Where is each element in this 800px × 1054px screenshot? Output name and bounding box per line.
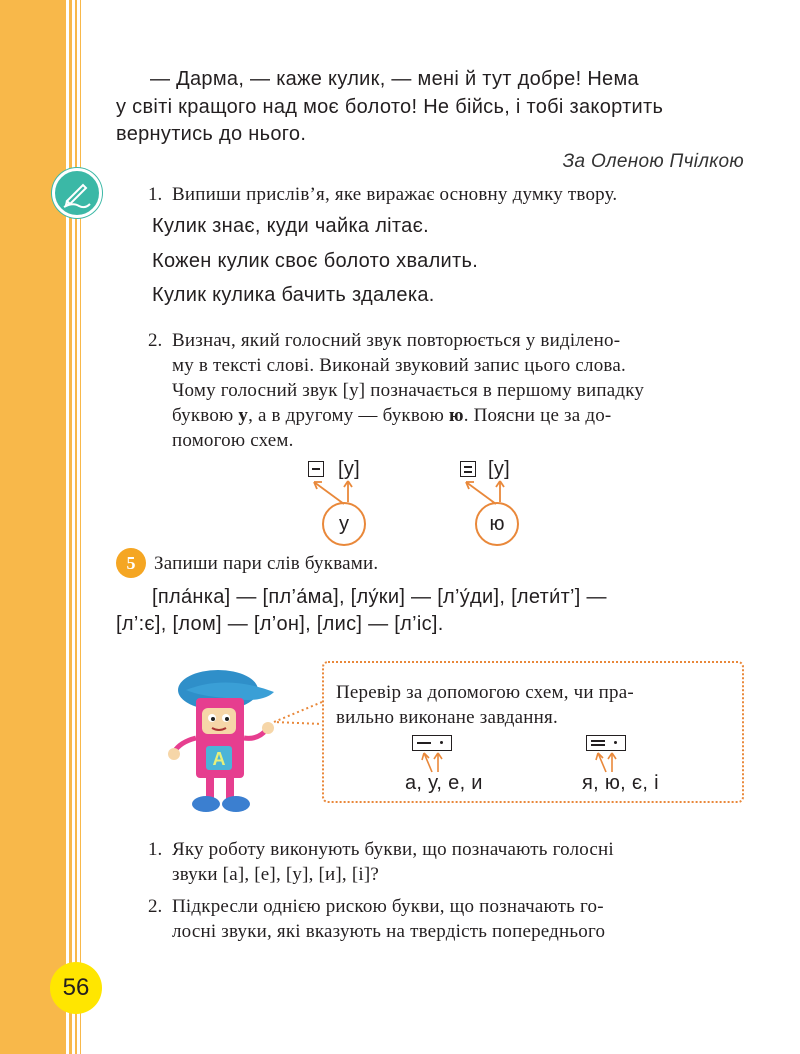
question-text: лосні звуки, які вказують на твердість попереднього bbox=[172, 921, 606, 942]
soft-vowel-letters: я, ю, є, і bbox=[582, 772, 659, 794]
story-author: За Оленою Пчілкою bbox=[562, 151, 744, 172]
task-text: Чому голосний звук [у] позначається в першому випадку bbox=[172, 380, 645, 401]
story-line: — Дарма, — каже кулик, — мені й тут добре! Нема bbox=[150, 68, 639, 90]
vowel-letter-circle: у bbox=[322, 502, 366, 546]
page-number: 56 bbox=[50, 962, 102, 1014]
hard-scheme-box bbox=[412, 735, 452, 751]
proverb: Кулик знає, куди чайка літає. bbox=[152, 215, 429, 237]
task-text: Випиши прислів’я, яке виражає основну думку твору. bbox=[172, 184, 618, 205]
transcription-line: [л’:є], [лом] — [л’он], [лис] — [л’іс]. bbox=[116, 613, 444, 635]
callout-arrows bbox=[410, 750, 640, 774]
scheme-sound: [у] bbox=[338, 458, 361, 480]
exercise-instruction: Запиши пари слів буквами. bbox=[154, 553, 379, 574]
task-number: 1. bbox=[148, 184, 163, 205]
question-text: звуки [а], [е], [у], [и], [і]? bbox=[172, 864, 379, 885]
margin-band bbox=[0, 0, 66, 1054]
hard-consonant-scheme bbox=[308, 461, 324, 477]
task-text: помогою схем. bbox=[172, 430, 294, 451]
question-number: 2. bbox=[148, 896, 163, 917]
soft-consonant-scheme bbox=[460, 461, 476, 477]
svg-text:A: A bbox=[212, 749, 226, 769]
proverb: Кулик кулика бачить здалека. bbox=[152, 284, 435, 306]
transcription-line: [пла́нка] — [пл’а́ма], [лу́ки] — [л’у́ди], [лети́т’] — bbox=[152, 586, 607, 608]
task-number: 2. bbox=[148, 330, 163, 351]
exercise-badge: 5 bbox=[116, 548, 146, 578]
proverb: Кожен кулик своє болото хвалить. bbox=[152, 250, 479, 272]
hard-vowel-letters: а, у, е, и bbox=[405, 772, 483, 794]
vowel-letter-circle: ю bbox=[475, 502, 519, 546]
soft-scheme-box bbox=[586, 735, 626, 751]
margin-stripe bbox=[80, 0, 81, 1054]
task-text: му в тексті слові. Виконай звуковий запис цього слова. bbox=[172, 355, 626, 376]
story-line: вернутись до нього. bbox=[116, 123, 307, 145]
callout-text: вильно виконане завдання. bbox=[336, 707, 558, 728]
margin-stripe bbox=[75, 0, 77, 1054]
story-line: у світі кращого над моє болото! Не бійсь, і тобі закортить bbox=[116, 96, 664, 118]
task-text: буквою у, а в другому — буквою ю. Поясни це за до- bbox=[172, 405, 612, 426]
callout-pointer bbox=[272, 700, 324, 730]
pencil-icon bbox=[55, 171, 99, 215]
margin-stripe bbox=[69, 0, 72, 1054]
question-text: Підкресли однією рискою букви, що позначають го- bbox=[172, 896, 604, 917]
book-mascot-illustration bbox=[166, 668, 286, 816]
question-text: Яку роботу виконують букви, що позначають голосні bbox=[172, 839, 614, 860]
write-task-icon bbox=[52, 168, 102, 218]
callout-text: Перевір за допомогою схем, чи пра- bbox=[336, 682, 634, 703]
scheme-sound: [у] bbox=[488, 458, 511, 480]
question-number: 1. bbox=[148, 839, 163, 860]
task-text: Визнач, який голосний звук повторюється у виділено- bbox=[172, 330, 621, 351]
